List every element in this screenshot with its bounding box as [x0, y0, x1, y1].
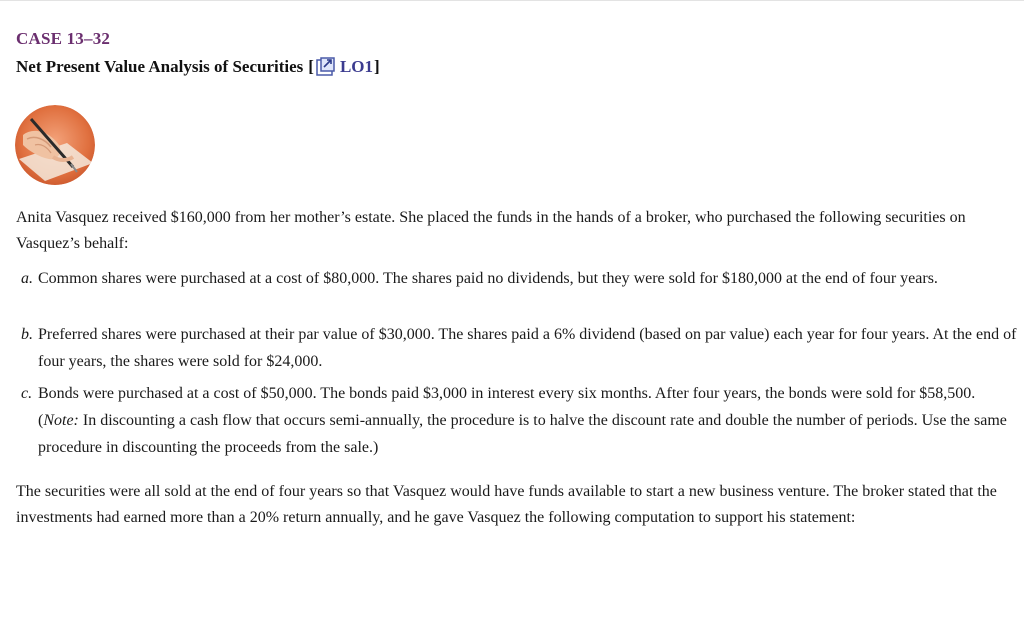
bond-text-before-note: Bonds were purchased at a cost of $50,000. The bonds paid $3,000 in interest every six months. After four years, the bonds were sold for $58,500. ( [38, 385, 976, 429]
list-marker: b. [21, 326, 33, 343]
list-item-text [38, 380, 1020, 461]
writing-hand-image [15, 105, 95, 185]
list-item [16, 321, 1020, 375]
list-marker: a. [21, 270, 33, 287]
list-item-text: Common shares were purchased at a cost of $80,000. The shares paid no dividends, but they were sold for $180,000 at the end of four years. [38, 270, 938, 287]
note-label: Note: [43, 412, 79, 429]
list-item-text: Preferred shares were purchased at their par value of $30,000. The shares paid a 6% dividend (based on par value) each year for four years. At the end of four years, the shares were sold for $24,000. [38, 326, 1017, 370]
case-number: CASE 13–32 [16, 29, 111, 48]
list-item [16, 380, 1020, 461]
bracket-open: [ [308, 57, 314, 76]
bracket-close: ] [374, 57, 380, 76]
closing-paragraph: The securities were all sold at the end of four years so that Vasquez would have funds available to start a new business venture. The broker stated that the investments had earned more than a 20% return annually, and he gave Vasquez the following computation to support his statement: [16, 483, 997, 526]
list-marker: c. [21, 385, 33, 402]
external-link-icon[interactable] [316, 57, 336, 77]
list-item [16, 265, 1020, 292]
case-title [16, 57, 381, 77]
intro-paragraph: Anita Vasquez received $160,000 from her mother’s estate. She placed the funds in the hands of a broker, who purchased the following securities on Vasquez’s behalf: [16, 209, 966, 252]
bond-text-after-note: In discounting a cash flow that occurs semi-annually, the procedure is to halve the discount rate and double the number of periods. Use the same procedure in discounting the proceeds from the sale.) [38, 412, 1007, 456]
case-title-text: Net Present Value Analysis of Securities [16, 57, 304, 76]
learning-objective-link[interactable]: LO1 [339, 57, 373, 76]
